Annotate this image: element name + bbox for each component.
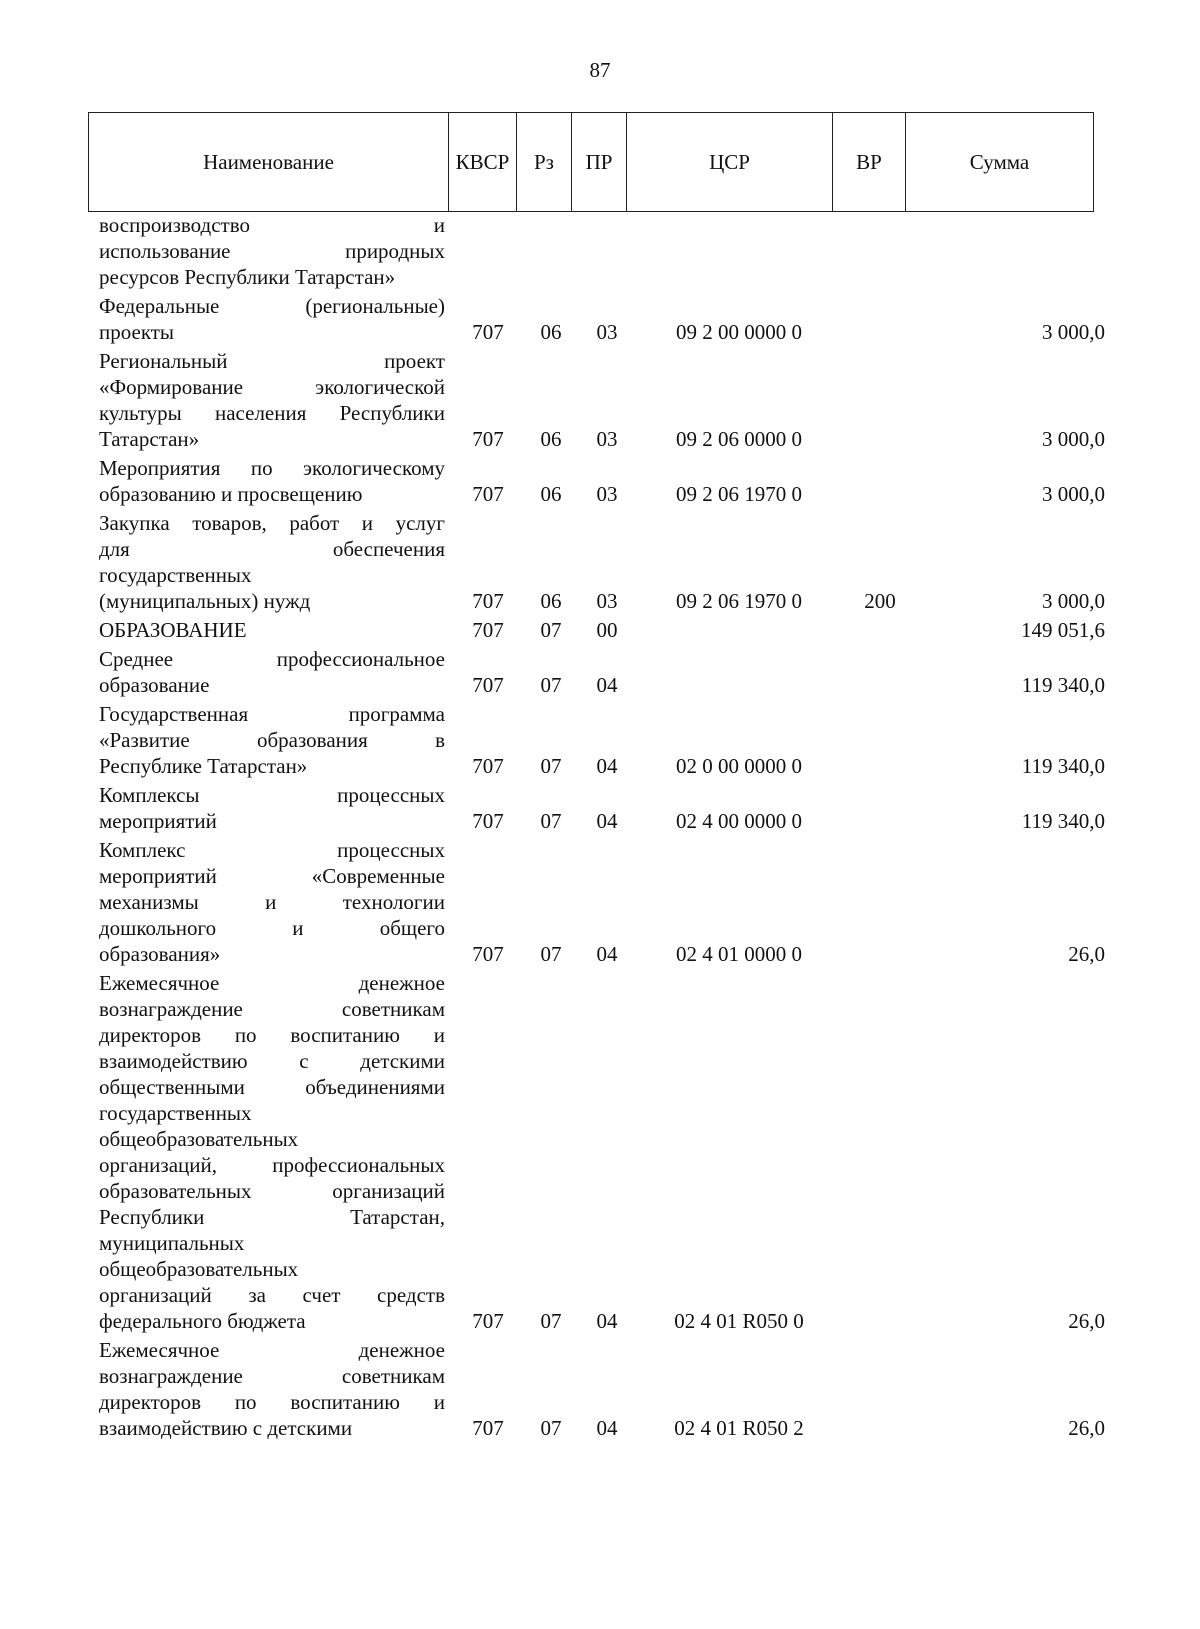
column-header-rz: Рз xyxy=(517,113,572,212)
cell-sum: 119 340,0 xyxy=(1021,754,1105,778)
column-header-sum: Сумма xyxy=(906,113,1094,212)
table-row xyxy=(0,293,1200,345)
row-name-line: образование xyxy=(99,673,210,697)
cell-kvsr: 707 xyxy=(472,618,504,642)
cell-sum: 119 340,0 xyxy=(1021,673,1105,697)
row-name-line: вознаграждение советникам xyxy=(99,1364,445,1388)
row-name-line: образования» xyxy=(99,942,221,966)
table-row xyxy=(0,212,1200,290)
cell-kvsr: 707 xyxy=(472,427,504,451)
table-header xyxy=(88,112,1094,212)
row-name xyxy=(99,970,445,1334)
row-name-line: мероприятий xyxy=(99,809,217,833)
row-name-line: механизмы и технологии xyxy=(99,890,445,914)
row-name-line: ресурсов Республики Татарстан» xyxy=(99,265,396,289)
column-header-name: Наименование xyxy=(89,113,449,212)
cell-kvsr: 707 xyxy=(472,320,504,344)
cell-rz: 06 xyxy=(540,482,562,506)
row-name-line: муниципальных xyxy=(99,1231,245,1255)
cell-pr: 03 xyxy=(596,589,618,613)
cell-rz: 07 xyxy=(540,942,562,966)
cell-pr: 00 xyxy=(596,618,618,642)
row-name-line: воспроизводство и xyxy=(99,213,445,237)
cell-pr: 04 xyxy=(596,942,618,966)
cell-kvsr: 707 xyxy=(472,1416,504,1440)
table-row xyxy=(0,970,1200,1334)
row-name-line: Федеральные (региональные) xyxy=(99,294,445,318)
row-name-line: «Формирование экологической xyxy=(99,375,445,399)
cell-csr: 02 4 01 0000 0 xyxy=(676,942,802,966)
cell-sum: 3 000,0 xyxy=(1042,482,1105,506)
cell-csr: 02 4 01 R050 2 xyxy=(674,1416,804,1440)
row-name-line: Республике Татарстан» xyxy=(99,754,308,778)
row-name xyxy=(99,510,445,614)
row-name-line: взаимодействию с детскими xyxy=(99,1416,353,1440)
cell-kvsr: 707 xyxy=(472,589,504,613)
row-name xyxy=(99,212,445,290)
cell-pr: 04 xyxy=(596,1416,618,1440)
cell-kvsr: 707 xyxy=(472,754,504,778)
column-header-vr: ВР xyxy=(833,113,906,212)
row-name xyxy=(99,837,445,967)
table-row xyxy=(0,782,1200,834)
cell-kvsr: 707 xyxy=(472,1309,504,1333)
row-name-line: директоров по воспитанию и xyxy=(99,1023,445,1047)
row-name-line: Закупка товаров, работ и услуг xyxy=(99,511,445,535)
cell-pr: 03 xyxy=(596,482,618,506)
column-header-kvsr: КВСР xyxy=(449,113,517,212)
cell-pr: 04 xyxy=(596,673,618,697)
row-name-line: общественными объединениями xyxy=(99,1075,445,1099)
row-name-line: образованию и просвещению xyxy=(99,482,363,506)
row-name-line: Мероприятия по экологическому xyxy=(99,456,445,480)
row-name-line: взаимодействию с детскими xyxy=(99,1049,445,1073)
row-name-line: Среднее профессиональное xyxy=(99,647,445,671)
row-name-line: образовательных организаций xyxy=(99,1179,445,1203)
cell-pr: 03 xyxy=(596,320,618,344)
column-header-pr: ПР xyxy=(572,113,627,212)
cell-pr: 04 xyxy=(596,754,618,778)
row-name xyxy=(99,782,445,834)
row-name-line: государственных xyxy=(99,563,252,587)
row-name-line: Комплекс процессных xyxy=(99,838,445,862)
table-row xyxy=(0,348,1200,452)
row-name-line: Ежемесячное денежное xyxy=(99,971,445,995)
row-name xyxy=(99,617,445,643)
cell-csr: 02 4 00 0000 0 xyxy=(676,809,802,833)
row-name-line: директоров по воспитанию и xyxy=(99,1390,445,1414)
table-row xyxy=(0,1337,1200,1441)
row-name xyxy=(99,646,445,698)
cell-pr: 03 xyxy=(596,427,618,451)
table-row xyxy=(0,646,1200,698)
row-name-line: Татарстан» xyxy=(99,427,200,451)
row-name-line: (муниципальных) нужд xyxy=(99,589,311,613)
row-name-line: общеобразовательных xyxy=(99,1257,299,1281)
cell-pr: 04 xyxy=(596,809,618,833)
row-name-line: Региональный проект xyxy=(99,349,445,373)
table-row xyxy=(0,510,1200,614)
row-name-line: Ежемесячное денежное xyxy=(99,1338,445,1362)
row-name-line: использование природных xyxy=(99,239,445,263)
cell-sum: 149 051,6 xyxy=(1021,618,1105,642)
cell-sum: 26,0 xyxy=(1068,942,1105,966)
row-name-line: проекты xyxy=(99,320,175,344)
row-name-line: Государственная программа xyxy=(99,702,445,726)
cell-rz: 06 xyxy=(540,589,562,613)
cell-rz: 07 xyxy=(540,618,562,642)
cell-csr: 09 2 06 1970 0 xyxy=(676,482,802,506)
page-number: 87 xyxy=(589,58,611,82)
cell-sum: 3 000,0 xyxy=(1042,427,1105,451)
cell-sum: 26,0 xyxy=(1068,1416,1105,1440)
table-row xyxy=(0,837,1200,967)
column-header-csr: ЦСР xyxy=(627,113,833,212)
row-name-line: федерального бюджета xyxy=(99,1309,306,1333)
cell-sum: 26,0 xyxy=(1068,1309,1105,1333)
cell-sum: 3 000,0 xyxy=(1042,320,1105,344)
cell-rz: 06 xyxy=(540,320,562,344)
cell-csr: 02 0 00 0000 0 xyxy=(676,754,802,778)
row-name xyxy=(99,455,445,507)
cell-rz: 07 xyxy=(540,754,562,778)
cell-rz: 07 xyxy=(540,673,562,697)
row-name-line: организаций за счет средств xyxy=(99,1283,445,1307)
cell-sum: 119 340,0 xyxy=(1021,809,1105,833)
row-name-line: Комплексы процессных xyxy=(99,783,445,807)
row-name xyxy=(99,701,445,779)
row-name-line: общеобразовательных xyxy=(99,1127,299,1151)
cell-kvsr: 707 xyxy=(472,673,504,697)
cell-rz: 07 xyxy=(540,1416,562,1440)
table-row xyxy=(0,617,1200,643)
row-name-line: Республики Татарстан, xyxy=(99,1205,445,1229)
cell-kvsr: 707 xyxy=(472,942,504,966)
cell-rz: 07 xyxy=(540,809,562,833)
cell-csr: 09 2 06 0000 0 xyxy=(676,427,802,451)
table-row xyxy=(0,455,1200,507)
row-name-line: дошкольного и общего xyxy=(99,916,445,940)
cell-kvsr: 707 xyxy=(472,482,504,506)
row-name-line: государственных xyxy=(99,1101,252,1125)
row-name-line: «Развитие образования в xyxy=(99,728,445,752)
row-name-line: организаций, профессиональных xyxy=(99,1153,445,1177)
cell-rz: 07 xyxy=(540,1309,562,1333)
row-name-line: для обеспечения xyxy=(99,537,445,561)
table-row xyxy=(0,701,1200,779)
cell-sum: 3 000,0 xyxy=(1042,589,1105,613)
table-body xyxy=(0,212,1200,1441)
cell-vr: 200 xyxy=(864,589,896,613)
cell-csr: 09 2 06 1970 0 xyxy=(676,589,802,613)
cell-pr: 04 xyxy=(596,1309,618,1333)
row-name xyxy=(99,1337,445,1441)
cell-csr: 02 4 01 R050 0 xyxy=(674,1309,804,1333)
row-name-line: культуры населения Республики xyxy=(99,401,445,425)
cell-csr: 09 2 00 0000 0 xyxy=(676,320,802,344)
row-name-line: ОБРАЗОВАНИЕ xyxy=(99,618,247,642)
cell-kvsr: 707 xyxy=(472,809,504,833)
row-name-line: вознаграждение советникам xyxy=(99,997,445,1021)
row-name-line: мероприятий «Современные xyxy=(99,864,445,888)
row-name xyxy=(99,348,445,452)
row-name xyxy=(99,293,445,345)
cell-rz: 06 xyxy=(540,427,562,451)
